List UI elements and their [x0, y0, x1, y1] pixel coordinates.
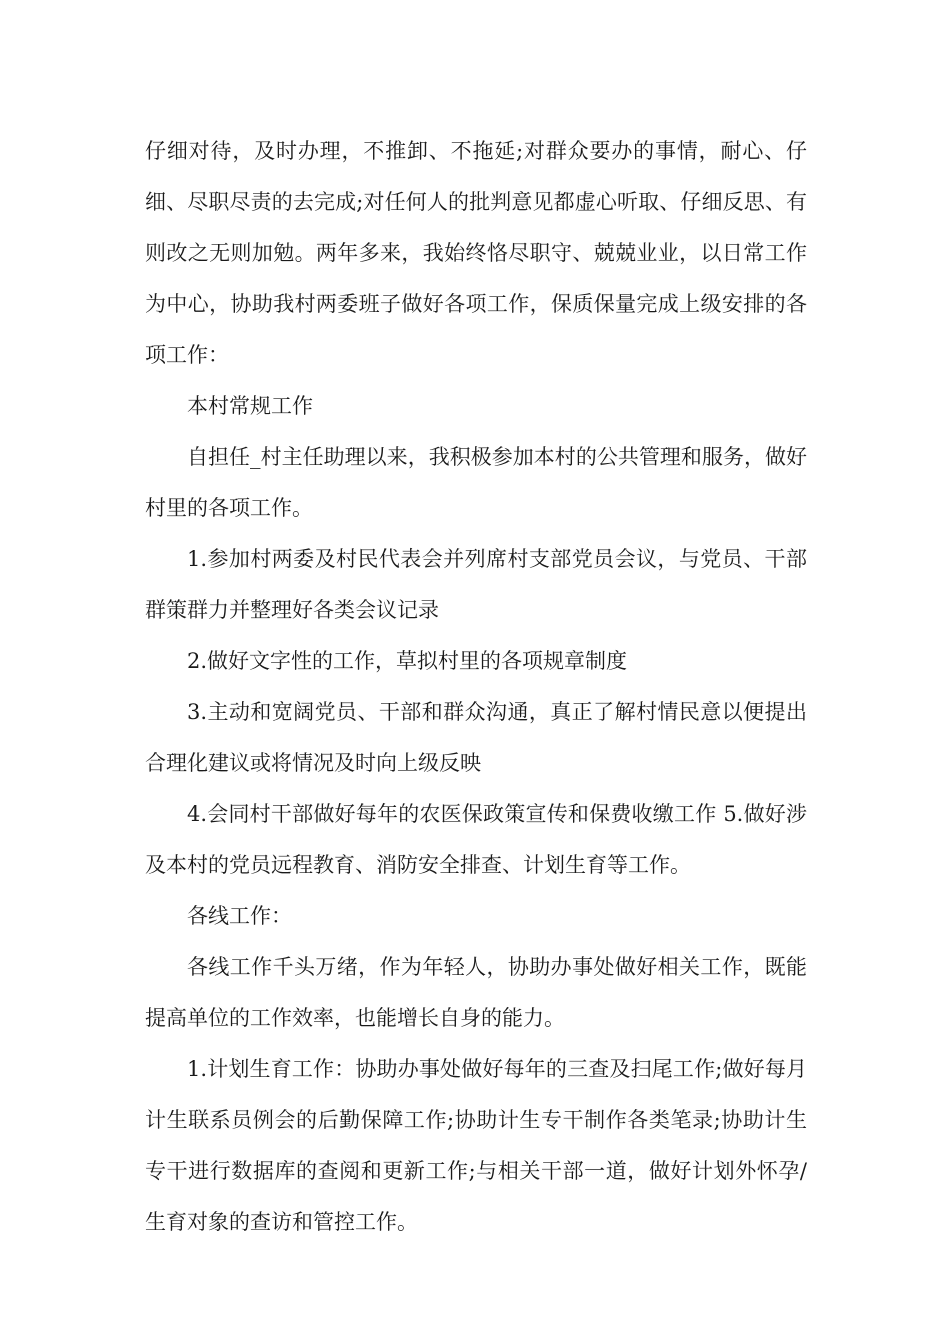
- list-item-4-5: 4.会同村干部做好每年的农医保政策宣传和保费收缴工作 5.做好涉及本村的党员远程教育、消防安全排查、计划生育等工作。: [145, 802, 807, 877]
- section-heading-line-work: 各线工作：: [187, 904, 292, 928]
- paragraph-intro-line-work: 各线工作千头万绪，作为年轻人，协助办事处做好相关工作，既能提高单位的工作效率，也能增长自身的能力。: [145, 955, 807, 1030]
- section-heading-routine-work: 本村常规工作: [187, 394, 313, 418]
- list-item-3: 3.主动和宽阔党员、干部和群众沟通，真正了解村情民意以便提出合理化建议或将情况及时向上级反映: [145, 700, 807, 775]
- document-body: [145, 126, 807, 1248]
- paragraph-intro-routine: 自担任_村主任助理以来，我积极参加本村的公共管理和服务，做好村里的各项工作。: [145, 445, 807, 520]
- list-item-2: 2.做好文字性的工作，草拟村里的各项规章制度: [187, 649, 628, 673]
- paragraph-continuation: 仔细对待，及时办理，不推卸、不拖延;对群众要办的事情，耐心、仔细、尽职尽责的去完成;对任何人的批判意见都虚心听取、仔细反思、有则改之无则加勉。两年多来，我始终恪尽职守、兢兢业业，以日常工作为中心，协助我村两委班子做好各项工作，保质保量完成上级安排的各项工作：: [145, 139, 807, 367]
- list-item-1: 1.参加村两委及村民代表会并列席村支部党员会议，与党员、干部群策群力并整理好各类会议记录: [145, 547, 807, 622]
- list-item-family-planning: 1.计划生育工作：协助办事处做好每年的三查及扫尾工作;做好每月计生联系员例会的后勤保障工作;协助计生专干制作各类笔录;协助计生专干进行数据库的查阅和更新工作;与相关干部一道，做好计划外怀孕/生育对象的查访和管控工作。: [145, 1057, 807, 1234]
